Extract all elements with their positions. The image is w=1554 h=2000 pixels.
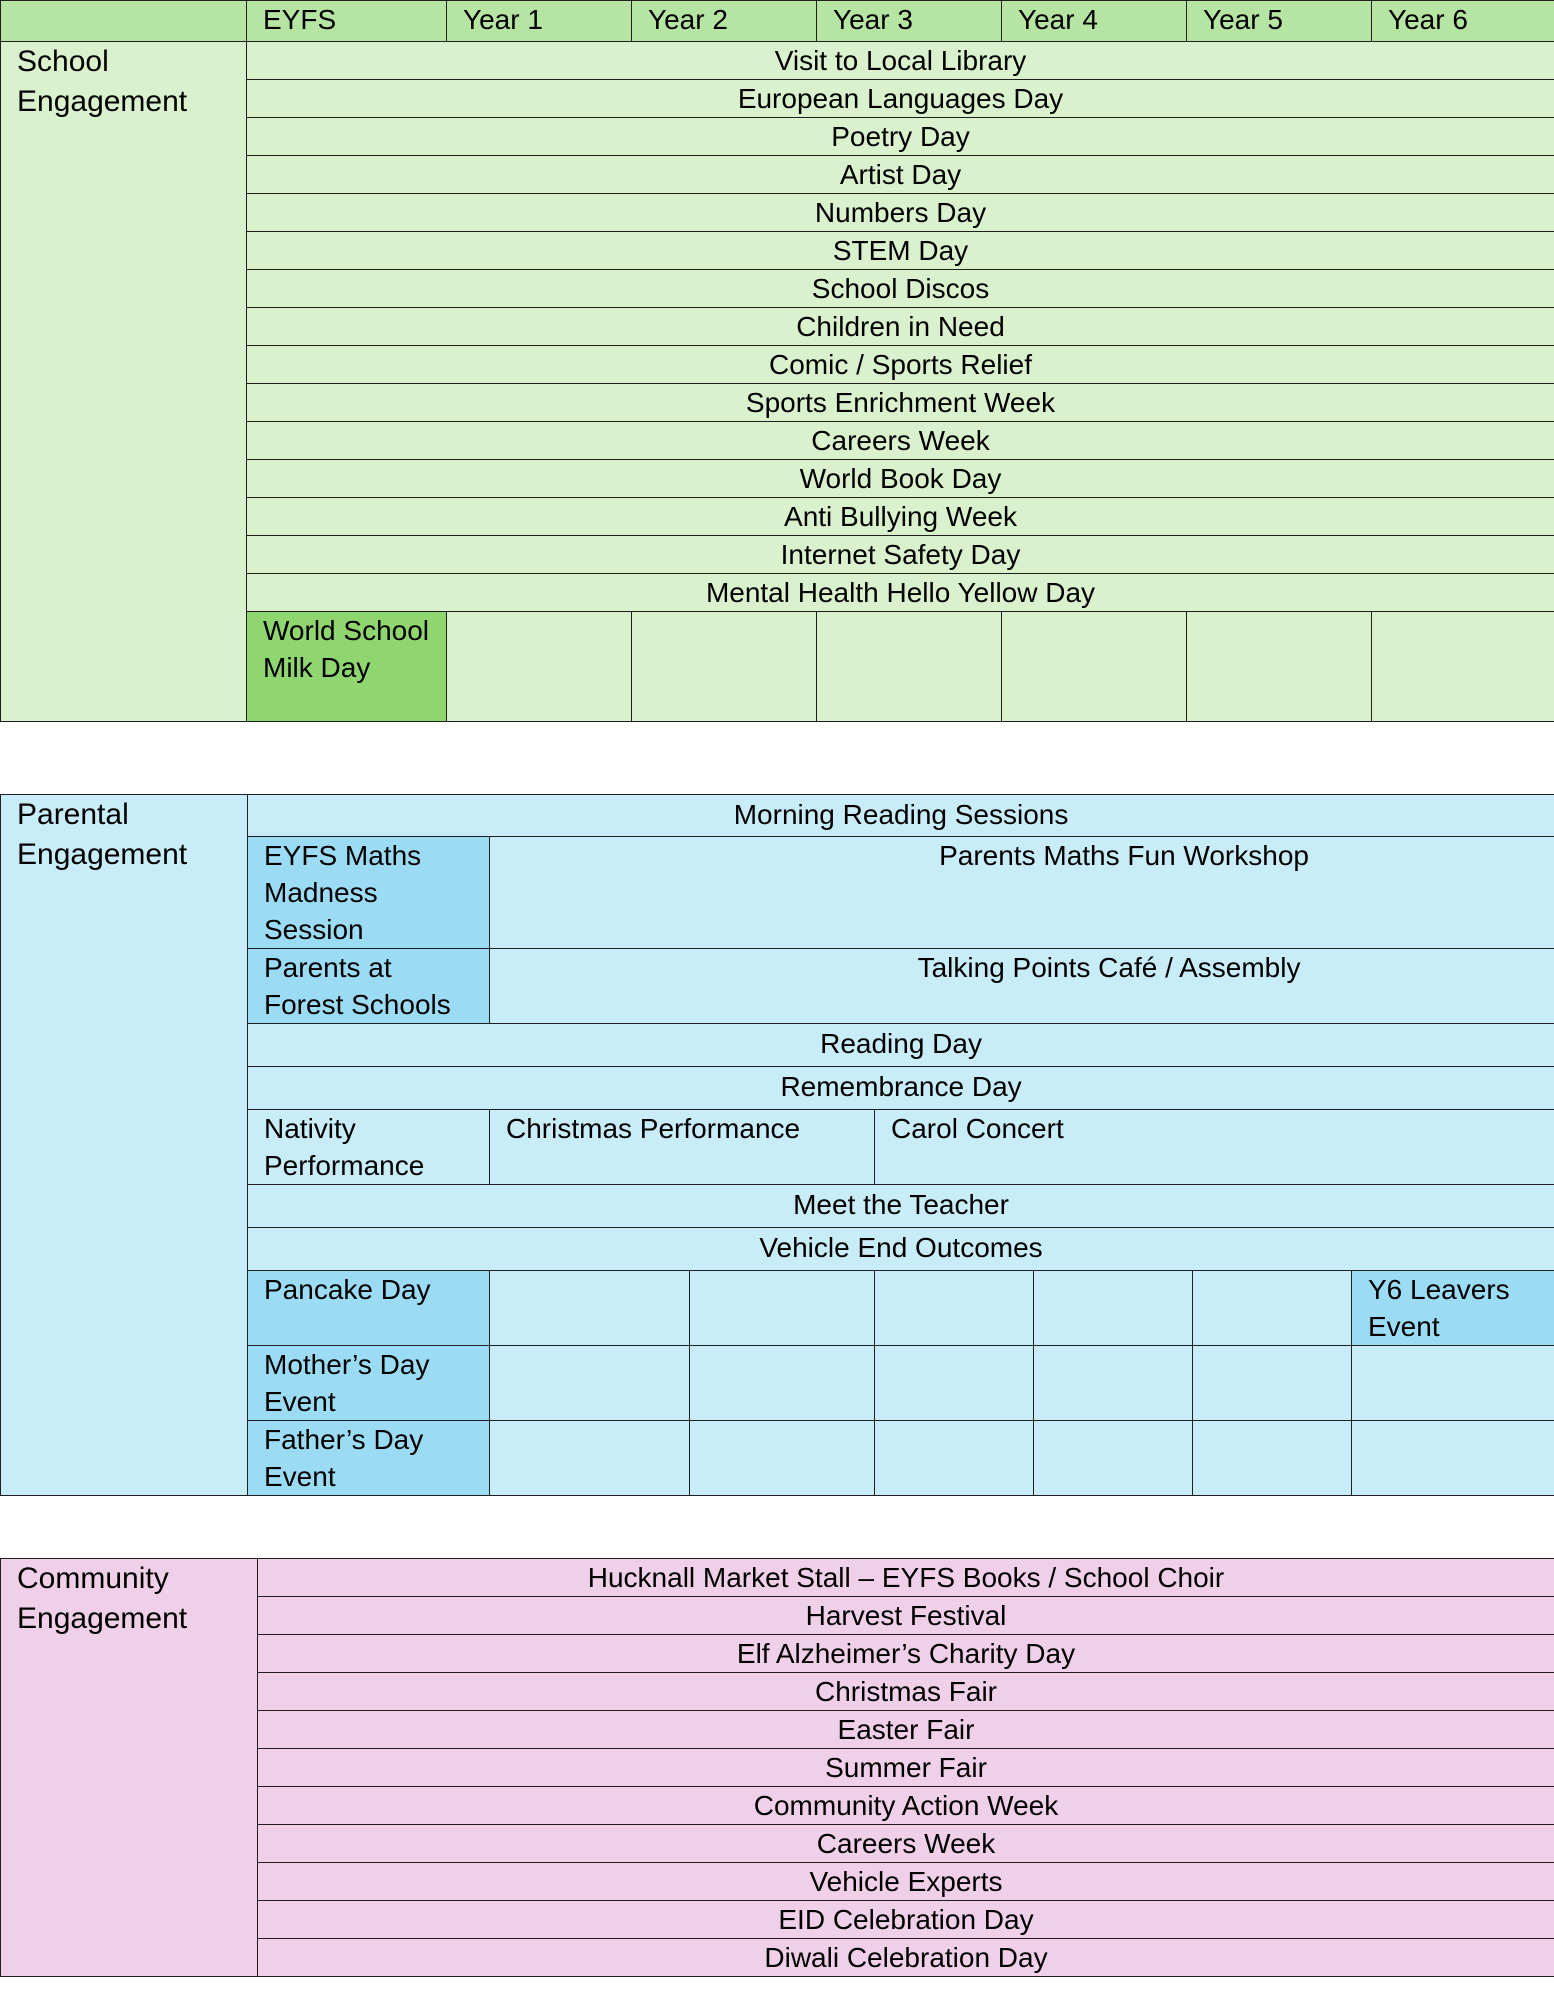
- empty-cell: [1193, 1421, 1352, 1496]
- empty-cell: [490, 1346, 690, 1421]
- carol-concert-cell: Carol Concert: [875, 1110, 1554, 1185]
- forest-schools-cell: Parents at Forest Schools: [248, 949, 490, 1024]
- y6-leavers-cell: Y6 Leavers Event: [1352, 1271, 1554, 1346]
- empty-cell: [490, 1421, 690, 1496]
- header-corner: [1, 1, 247, 42]
- event-cell: Harvest Festival: [258, 1597, 1554, 1635]
- header-year-5: Year 5: [1187, 1, 1372, 42]
- empty-cell: [875, 1346, 1034, 1421]
- empty-cell: [1034, 1346, 1193, 1421]
- header-year-1: Year 1: [447, 1, 632, 42]
- event-cell: Mental Health Hello Yellow Day: [247, 574, 1554, 612]
- event-cell: School Discos: [247, 270, 1554, 308]
- empty-cell: [447, 612, 632, 722]
- header-year-6: Year 6: [1372, 1, 1554, 42]
- pancake-day-cell: Pancake Day: [248, 1271, 490, 1346]
- empty-cell: [1193, 1271, 1352, 1346]
- event-cell: Careers Week: [258, 1825, 1554, 1863]
- event-cell: Careers Week: [247, 422, 1554, 460]
- empty-cell: [490, 1271, 690, 1346]
- header-eyfs: EYFS: [247, 1, 447, 42]
- nativity-cell: Nativity Performance: [248, 1110, 490, 1185]
- empty-cell: [1034, 1421, 1193, 1496]
- parents-maths-cell: Parents Maths Fun Workshop: [490, 837, 1554, 949]
- christmas-performance-cell: Christmas Performance: [490, 1110, 875, 1185]
- talking-points-cell: Talking Points Café / Assembly: [490, 949, 1554, 1024]
- event-cell: World Book Day: [247, 460, 1554, 498]
- section-title-parental: Parental Engagement: [1, 795, 248, 1496]
- community-engagement-table: [0, 1558, 1554, 1977]
- header-year-3: Year 3: [817, 1, 1002, 42]
- empty-cell: [1352, 1421, 1554, 1496]
- school-engagement-table: [0, 0, 1554, 722]
- event-cell: Artist Day: [247, 156, 1554, 194]
- event-cell: Vehicle End Outcomes: [248, 1228, 1554, 1271]
- empty-cell: [1372, 612, 1554, 722]
- event-cell: Internet Safety Day: [247, 536, 1554, 574]
- empty-cell: [632, 612, 817, 722]
- section-title-community: Community Engagement: [1, 1559, 258, 1977]
- empty-cell: [690, 1271, 875, 1346]
- event-cell: Sports Enrichment Week: [247, 384, 1554, 422]
- event-cell: EID Celebration Day: [258, 1901, 1554, 1939]
- table-row: [1, 795, 1554, 837]
- empty-cell: [817, 612, 1002, 722]
- event-cell: Poetry Day: [247, 118, 1554, 156]
- empty-cell: [1002, 612, 1187, 722]
- event-cell: Morning Reading Sessions: [248, 795, 1554, 837]
- event-cell: STEM Day: [247, 232, 1554, 270]
- event-cell: Remembrance Day: [248, 1067, 1554, 1110]
- eyfs-milk-day-cell: World School Milk Day: [247, 612, 447, 722]
- empty-cell: [1187, 612, 1372, 722]
- event-cell: Comic / Sports Relief: [247, 346, 1554, 384]
- section-title-school: School Engagement: [1, 42, 247, 722]
- empty-cell: [1352, 1346, 1554, 1421]
- event-cell: Meet the Teacher: [248, 1185, 1554, 1228]
- event-cell: Reading Day: [248, 1024, 1554, 1067]
- event-cell: Elf Alzheimer’s Charity Day: [258, 1635, 1554, 1673]
- year-header-row: [1, 1, 1554, 42]
- event-cell: Easter Fair: [258, 1711, 1554, 1749]
- empty-cell: [690, 1421, 875, 1496]
- empty-cell: [1193, 1346, 1352, 1421]
- empty-cell: [1034, 1271, 1193, 1346]
- fathers-day-cell: Father’s Day Event: [248, 1421, 490, 1496]
- table-row: [1, 42, 1554, 80]
- empty-cell: [875, 1421, 1034, 1496]
- event-cell: Diwali Celebration Day: [258, 1939, 1554, 1977]
- event-cell: Anti Bullying Week: [247, 498, 1554, 536]
- event-cell: Summer Fair: [258, 1749, 1554, 1787]
- eyfs-maths-cell: EYFS Maths Madness Session: [248, 837, 490, 949]
- header-year-4: Year 4: [1002, 1, 1187, 42]
- event-cell: European Languages Day: [247, 80, 1554, 118]
- event-cell: Visit to Local Library: [247, 42, 1554, 80]
- mothers-day-cell: Mother’s Day Event: [248, 1346, 490, 1421]
- event-cell: Community Action Week: [258, 1787, 1554, 1825]
- event-cell: Children in Need: [247, 308, 1554, 346]
- event-cell: Numbers Day: [247, 194, 1554, 232]
- table-row: [1, 1559, 1554, 1597]
- event-cell: Christmas Fair: [258, 1673, 1554, 1711]
- empty-cell: [875, 1271, 1034, 1346]
- parental-engagement-table: [0, 794, 1554, 1496]
- empty-cell: [690, 1346, 875, 1421]
- event-cell: Hucknall Market Stall – EYFS Books / School Choir: [258, 1559, 1554, 1597]
- event-cell: Vehicle Experts: [258, 1863, 1554, 1901]
- header-year-2: Year 2: [632, 1, 817, 42]
